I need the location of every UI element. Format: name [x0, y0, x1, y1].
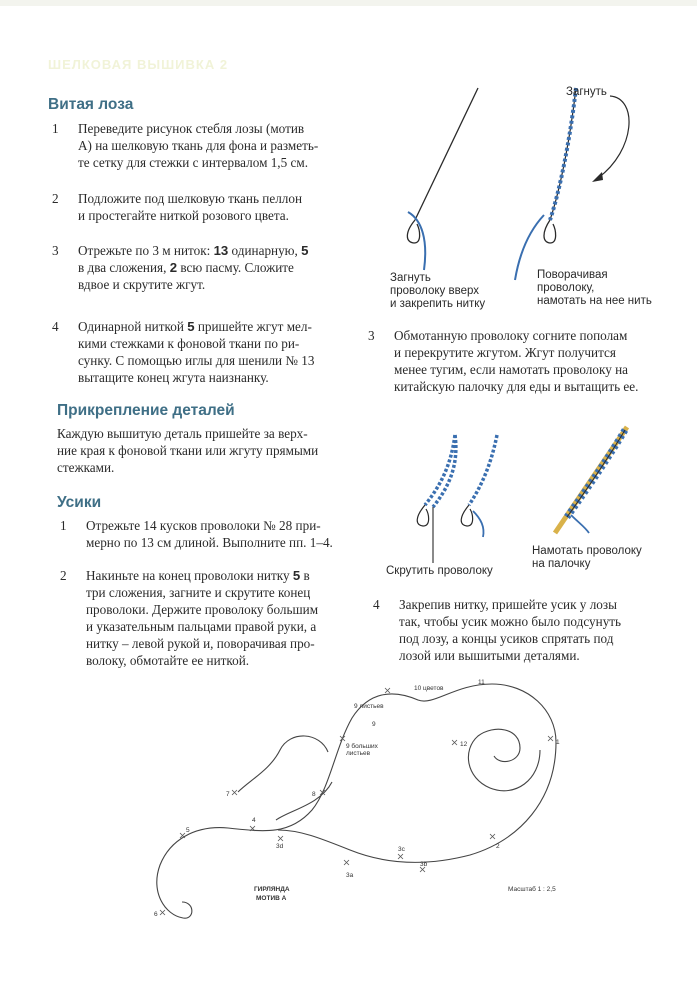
twisted-thread — [425, 435, 455, 505]
top-edge-strip — [0, 0, 697, 6]
motif-label: 3c — [398, 846, 405, 853]
text-run: одинарную, — [228, 243, 302, 258]
text-line: Подложите под шелковую ткань пеллон — [78, 191, 303, 206]
caption-line: проволоку, — [537, 282, 595, 294]
caption-fold-wire — [390, 272, 485, 311]
motif-label: 7 — [226, 791, 230, 798]
section-title-vine: Витая лоза — [48, 96, 134, 113]
vine-end-curl — [182, 902, 192, 918]
text-line: Каждую вышитую деталь пришейте за верх- — [57, 426, 308, 441]
caption-twist: Скрутить проволоку — [386, 565, 493, 577]
step-number: 1 — [60, 518, 67, 533]
arrow-head-icon — [592, 172, 603, 182]
vine-main-stem — [157, 684, 556, 918]
text-line: кими стежками к фоновой ткани по ри- — [78, 336, 300, 351]
text-line: китайскую палочку для еды и вытащить ее. — [394, 379, 639, 394]
text-run: Отрежьте по 3 м ниток: — [78, 243, 214, 258]
text-line: менее тугим, если намотать проволоку на — [394, 362, 629, 377]
motif-label: 3b — [420, 861, 428, 868]
tendril-step-1 — [60, 517, 360, 553]
text-line: лозой или вышитыми деталями. — [399, 648, 580, 663]
thread-line — [408, 212, 425, 270]
text-line — [78, 242, 308, 259]
caption-wind — [537, 269, 652, 308]
text-line: нитку – левой рукой и, поворачивая про- — [86, 636, 315, 651]
motif-label: 12 — [460, 741, 468, 748]
step-number: 4 — [52, 319, 59, 334]
vine-tendril-7 — [238, 736, 328, 792]
thread-number: 5 — [292, 568, 301, 583]
motif-label: 2 — [496, 843, 500, 850]
wire-hook — [407, 220, 419, 243]
text-line — [78, 318, 314, 335]
text-run: Накиньте на конец проволоки нитку — [86, 568, 293, 583]
motif-label: 9 больших — [346, 743, 378, 750]
vine-step-3 — [52, 242, 352, 296]
motif-label: 6 — [154, 911, 158, 918]
twisted-thread — [469, 435, 497, 505]
text-line: и указательным пальцами правой руки, а — [86, 619, 317, 634]
text-line: те сетку для стежки с интервалом 1,5 см. — [78, 155, 308, 170]
motif-label: листьев — [346, 750, 371, 757]
wire-hook — [461, 505, 472, 526]
wound-wire — [550, 88, 576, 220]
step-number: 2 — [60, 568, 67, 583]
caption-line: и закрепить нитку — [390, 298, 486, 310]
vine-spiral — [468, 729, 540, 791]
motif-title-line: ГИРЛЯНДА — [254, 886, 290, 893]
caption-line: Намотать проволоку — [532, 545, 642, 557]
text-line: так, чтобы усик можно было подсунуть — [399, 614, 622, 629]
caption-line: проволоку вверх — [390, 285, 479, 297]
text-line: А) на шелковую ткань для фона и разметь- — [78, 138, 319, 153]
text-line: ние края к фоновой ткани или жгуту прямыми — [57, 443, 319, 458]
text-line: под лозу, а концы усиков спрятать под — [399, 631, 614, 646]
thread-number: 13 — [213, 243, 229, 258]
caption-line: Поворачивая — [537, 269, 608, 281]
cross-marks — [160, 688, 553, 915]
attach-paragraph — [57, 425, 367, 476]
tendril-step-2 — [60, 567, 360, 671]
right-step-4 — [373, 596, 693, 668]
thread-number: 5 — [187, 319, 195, 334]
vine-step-2 — [52, 190, 352, 226]
section-title-tendrils: Усики — [57, 494, 102, 511]
text-line: Обмотанную проволоку согните пополам — [394, 328, 628, 343]
motif-scale: Масштаб 1 : 2,5 — [508, 886, 556, 893]
caption-chopstick — [532, 545, 642, 571]
motif-label: 4 — [252, 817, 256, 824]
text-run: всю пасму. Сложите — [177, 260, 294, 275]
motif-label: 9 — [372, 721, 376, 728]
text-line: вытащите конец жгута наизнанку. — [78, 370, 269, 385]
thread-line — [473, 511, 484, 537]
thread-line — [571, 515, 589, 533]
thread-wrap — [550, 88, 576, 220]
thread-number: 2 — [169, 260, 178, 275]
text-line: и перекрутите жгутом. Жгут получится — [394, 345, 616, 360]
motif-label: 1 — [556, 739, 560, 746]
vine-branch — [276, 782, 332, 820]
text-line — [78, 259, 308, 276]
text-line: Отрежьте 14 кусков проволоки № 28 при- — [86, 518, 321, 533]
text-line: волоку, обмотайте ее ниткой. — [86, 653, 250, 668]
text-line: вдвое и скрутите жгут. — [78, 277, 206, 292]
motif-label: 10 цветов — [414, 685, 444, 692]
step-number: 1 — [52, 121, 59, 136]
vine-step-1 — [52, 120, 352, 174]
caption-fold: Загнуть — [566, 86, 607, 98]
text-line: и простегайте ниткой розового цвета. — [78, 208, 289, 223]
text-line: три сложения, загните и скрутите конец — [86, 585, 311, 600]
text-run: в два сложения, — [78, 260, 170, 275]
step-number: 3 — [368, 328, 375, 343]
thread-number: 5 — [301, 243, 309, 258]
step-number: 3 — [52, 243, 59, 258]
text-line: мерно по 13 см длиной. Выполните пп. 1–4. — [86, 535, 333, 550]
step-number: 4 — [373, 597, 380, 612]
faint-running-header: ШЕЛКОВАЯ ВЫШИВКА 2 — [48, 57, 229, 72]
motif-title-line: МОТИВ А — [256, 895, 287, 902]
fold-arrow — [598, 96, 629, 178]
right-step-3 — [368, 327, 688, 399]
caption-line: на палочку — [532, 558, 591, 570]
text-line — [86, 567, 318, 584]
text-line: проволоки. Держите проволоку большим — [86, 602, 319, 617]
caption-line: Загнуть — [390, 272, 431, 284]
text-line: Закрепив нитку, пришейте усик у лозы — [399, 597, 617, 612]
motif-label: 9 листьев — [354, 703, 384, 710]
motif-label: 3d — [276, 843, 284, 850]
text-run: Одинарной ниткой — [78, 319, 188, 334]
motif-label: 3a — [346, 872, 354, 879]
section-title-attach: Прикрепление деталей — [57, 402, 235, 419]
text-run: в — [300, 568, 310, 583]
motif-label: 11 — [478, 679, 485, 686]
wire-hook — [544, 220, 556, 243]
caption-line: намотать на нее нить — [537, 295, 652, 307]
vine-lower-stem — [278, 742, 556, 862]
text-run: пришейте жгут мел- — [194, 319, 312, 334]
wire-hook — [417, 505, 428, 526]
motif-label: 5 — [186, 827, 190, 834]
motif-label: 8 — [312, 791, 316, 798]
step-number: 2 — [52, 191, 59, 206]
text-line: сунку. С помощью иглы для шенили № 13 — [78, 353, 315, 368]
wire-twist-illustration — [395, 415, 685, 565]
vine-step-4 — [52, 318, 352, 390]
text-line: стежками. — [57, 460, 115, 475]
wire-line — [415, 88, 478, 220]
vine-motif-diagram — [0, 670, 697, 1000]
text-line: Переведите рисунок стебля лозы (мотив — [78, 121, 305, 136]
